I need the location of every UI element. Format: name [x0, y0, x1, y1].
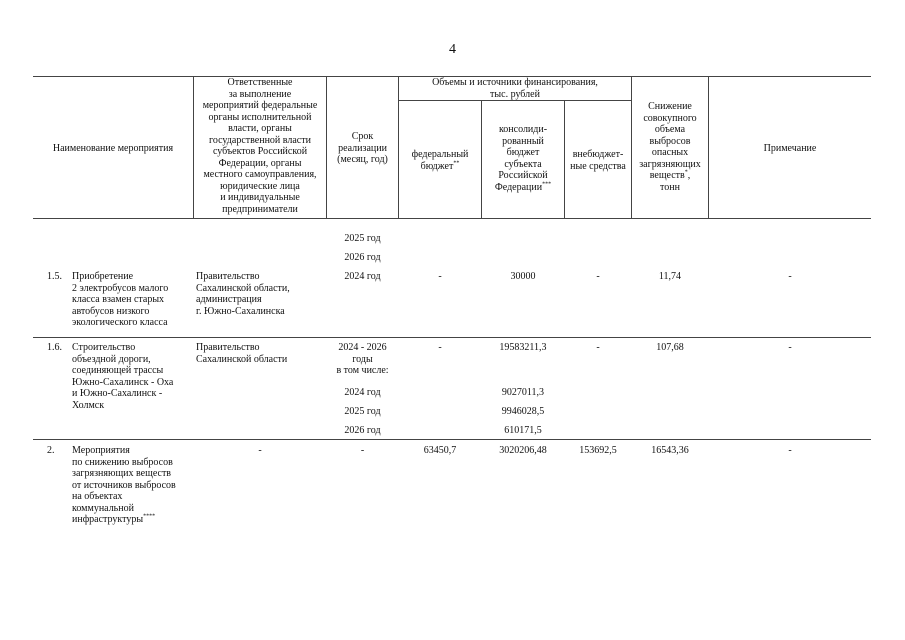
- header-federal: [399, 149, 481, 172]
- row-federal: -: [438, 271, 442, 282]
- continuation-year: 2026 год: [344, 252, 381, 263]
- row-federal: 63450,7: [423, 445, 457, 456]
- header-term: Срок реализации (месяц, год): [337, 131, 388, 165]
- header-federal-footnote-mark: **: [453, 160, 460, 167]
- subrow-term: 2024 год: [344, 387, 381, 398]
- row-responsible: -: [258, 445, 262, 456]
- subrow-term: 2025 год: [344, 406, 381, 417]
- row-term: 2024 - 2026 годы в том числе:: [336, 342, 389, 376]
- row-name: Строительство объездной дороги, соединяющей трассы Южно-Сахалинск - Оха и Южно-Сахалинск - Холмск: [72, 342, 174, 411]
- row-note: -: [788, 342, 792, 353]
- header-note: Примечание: [763, 143, 817, 154]
- row-federal: -: [438, 342, 442, 353]
- financing-group-divider: [398, 100, 631, 101]
- header-bottom-border: [33, 218, 871, 219]
- row-consolidated: 19583211,3: [499, 342, 547, 353]
- row-term: -: [360, 445, 365, 456]
- header-reduction-footnote-mark: *: [684, 169, 688, 176]
- row-number: 1.5.: [47, 271, 62, 282]
- header-responsible: Ответственные за выполнение мероприятий федеральные органы исполнительной власти, органы государственной власти субъектов Российской Федерации, органы местного самоуправления, юридические лица и индивидуальные предприниматели: [202, 77, 318, 215]
- subrow-term: 2026 год: [344, 425, 381, 436]
- header-federal-label: федеральный бюджет: [411, 149, 469, 172]
- row-term: 2024 год: [344, 271, 381, 282]
- row-reduction: 11,74: [658, 271, 682, 282]
- header-reduction: [632, 101, 708, 193]
- row-offbudget: 153692,5: [579, 445, 617, 456]
- header-reduction-label: Снижение совокупного объема выбросов опасных загрязняющих веществ: [639, 101, 701, 181]
- row-separator: [33, 439, 871, 440]
- row-note: -: [788, 271, 792, 282]
- subrow-consolidated: 610171,5: [504, 425, 542, 436]
- continuation-year: 2025 год: [344, 233, 381, 244]
- header-consolidated-label: консолиди- рованный бюджет субъекта Российской Федерации: [494, 124, 548, 193]
- row-separator: [33, 337, 871, 338]
- row-reduction: 107,68: [656, 342, 684, 353]
- row-name-text: Мероприятия по снижению выбросов загрязняющих веществ от источников выбросов на объектах коммунальной инфраструктуры: [72, 445, 176, 525]
- row-responsible: Правительство Сахалинской области, администрация г. Южно-Сахалинска: [196, 271, 290, 317]
- row-name: Приобретение 2 электробусов малого класса взамен старых автобусов низкого экологического класса: [72, 271, 169, 328]
- row-offbudget: -: [596, 342, 600, 353]
- header-financing-group: Объемы и источники финансирования, тыс. рублей: [432, 77, 598, 100]
- row-name-footnote-mark: ****: [143, 513, 156, 520]
- header-name: Наименование мероприятия: [52, 143, 174, 154]
- row-offbudget: -: [596, 271, 600, 282]
- header-consolidated-footnote-mark: ***: [542, 181, 552, 188]
- page-number: 4: [449, 42, 456, 57]
- row-reduction: 16543,36: [651, 445, 689, 456]
- header-offbudget: внебюджет- ные средства: [570, 149, 626, 172]
- header-consolidated: [482, 124, 564, 193]
- header-reduction-unit: , тонн: [660, 170, 691, 193]
- subrow-consolidated: 9027011,3: [501, 387, 545, 398]
- row-number: 1.6.: [47, 342, 62, 353]
- row-name: [72, 445, 193, 526]
- row-consolidated: 30000: [510, 271, 536, 282]
- subrow-consolidated: 9946028,5: [501, 406, 545, 417]
- row-responsible: Правительство Сахалинской области: [196, 342, 288, 365]
- row-consolidated: 3020206,48: [499, 445, 547, 456]
- row-number: 2.: [47, 445, 55, 456]
- row-note: -: [788, 445, 792, 456]
